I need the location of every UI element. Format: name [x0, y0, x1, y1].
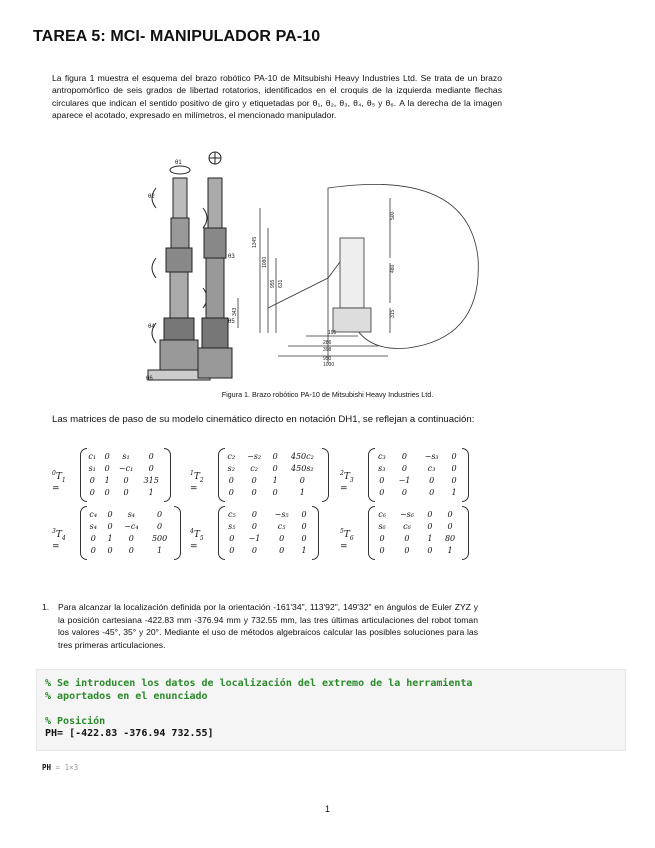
- matrix-cell: 0: [379, 545, 385, 555]
- matrix-label: $^5T_6$ =: [340, 528, 354, 552]
- matrix-cell: s₄: [89, 521, 97, 531]
- matrix-row: [222, 544, 312, 556]
- code-statement-line[interactable]: PH= [-422.83 -376.94 732.55]: [45, 728, 214, 739]
- matrices-intro: Las matrices de paso de su modelo cinemático directo en notación DH1, se reflejan a continuación:: [52, 414, 475, 425]
- matrix-cell: 0: [301, 509, 307, 519]
- intro-paragraph: La figura 1 muestra el esquema del brazo robótico PA-10 de Mitsubishi Heavy Industries Ltd. Se trata de un brazo antropomórfico de seis grados de libertad rotatorios, identificados en el croquis de la izquierda mediante flechas circulares que indican el sentido positivo de giro y etiquetadas por θ₁, θ₂, θ₃, θ₄, θ₅ y θ₆. A la derecha de la imagen aparece el acotado, expresado en milímetros, el mencionado manipulador.: [52, 73, 502, 121]
- matrix-cell: 0: [379, 533, 385, 543]
- matrix-cell: 0: [107, 521, 113, 531]
- output-value: 1×3: [64, 763, 79, 772]
- matrix-cell: c₃: [377, 451, 386, 461]
- matrix-cell: 500: [151, 533, 168, 543]
- matrix-bracket-right: [462, 506, 469, 560]
- matrix-cell: 315: [143, 475, 159, 485]
- code-comment-line[interactable]: % Se introducen los datos de localización del extremo de la herramienta: [45, 678, 473, 689]
- matrix-row: [372, 508, 462, 520]
- matrix-cell: 0: [107, 545, 113, 555]
- matrix-label: $^4T_5$ =: [190, 528, 204, 552]
- matrix-row: [222, 486, 322, 498]
- dim-195: 195: [328, 330, 337, 336]
- matrix-cell: c₅: [277, 521, 286, 531]
- matrix-row: [84, 474, 164, 486]
- joint-label-3: θ3: [228, 254, 235, 260]
- matrix-table: [84, 450, 164, 498]
- matrix-label: $^2T_3$ =: [340, 470, 354, 494]
- matrix-cell: 0: [90, 545, 96, 555]
- dim-286: 286: [323, 340, 332, 346]
- matrix-cell: 0: [401, 487, 407, 497]
- matrix-label: $^3T_4$ =: [52, 528, 66, 552]
- matrix-cell: s₁: [88, 463, 96, 473]
- matrix-row: [84, 462, 164, 474]
- matrix-cell: 0: [272, 451, 278, 461]
- matrix-row: [84, 544, 174, 556]
- matrix-cell: 0: [429, 475, 435, 485]
- matrix-row: [222, 474, 322, 486]
- matrix-cell: 0: [107, 509, 113, 519]
- dim-1080: 1080: [262, 256, 268, 268]
- dim-398: 398: [323, 347, 332, 353]
- matrix-cell: 0: [104, 451, 110, 461]
- matrix-label: $^1T_2$ =: [190, 470, 204, 494]
- dim-631: 631: [278, 279, 284, 288]
- matrix-cell: 0: [148, 451, 154, 461]
- matrix-cell: 1: [427, 533, 433, 543]
- workspace-drawing: [238, 184, 478, 363]
- dim-500: 500: [390, 211, 396, 220]
- code-comment-line[interactable]: % aportados en el enunciado: [45, 690, 208, 702]
- matrix-cell: 0: [148, 463, 154, 473]
- matrix-cell: 0: [379, 475, 385, 485]
- matrix-cell: 0: [447, 509, 453, 519]
- matrix-cell: c₆: [378, 509, 386, 519]
- page-number: 1: [324, 804, 330, 814]
- matrix-label: $^0T_1$ =: [52, 470, 66, 494]
- joint-label-5: θ5: [228, 319, 235, 325]
- matrix-cell: 0: [123, 487, 129, 497]
- robot-sketch-middle: [198, 152, 232, 378]
- matrix-cell: 1: [157, 545, 163, 555]
- matrix-cell: 0: [379, 487, 385, 497]
- matrix-cell: 0: [89, 487, 95, 497]
- matrix-cell: c₃: [427, 463, 436, 473]
- matrix-bracket-right: [322, 448, 329, 502]
- matrix-cell: 0: [228, 487, 234, 497]
- matrix-cell: 0: [89, 475, 95, 485]
- matrix-row: [372, 544, 462, 556]
- matrix-cell: 0: [301, 521, 307, 531]
- matrix-cell: −1: [398, 475, 411, 485]
- dim-950: 950: [323, 356, 332, 362]
- figure-caption: Figura 1. Brazo robótico PA-10 de Mitsubishi Heavy Industries Ltd.: [221, 390, 434, 399]
- matrix-cell: 450c₂: [290, 451, 314, 461]
- matrix-table: [372, 450, 462, 498]
- matrix-cell: 0: [427, 545, 433, 555]
- matrix-cell: 0: [451, 463, 457, 473]
- matrix-cell: 0: [279, 533, 285, 543]
- matrix-cell: 0: [301, 533, 307, 543]
- matrix-cell: 0: [429, 487, 435, 497]
- matrix-row: [222, 450, 322, 462]
- matrix-cell: 0: [272, 487, 278, 497]
- matrix-cell: c₆: [403, 521, 411, 531]
- joint-label-2: θ2: [148, 194, 155, 200]
- matrix-cell: −c₁: [118, 463, 134, 473]
- matrix-cell: 0: [447, 521, 453, 531]
- matrix-cell: s₁: [122, 451, 130, 461]
- matrix-cell: s₂: [227, 463, 235, 473]
- matrix-cell: 0: [401, 451, 407, 461]
- matrix-cell: −s₅: [274, 509, 289, 519]
- matrix-cell: 0: [123, 475, 129, 485]
- matrix-cell: 0: [128, 545, 134, 555]
- matrix-table: [372, 508, 462, 556]
- matrix-cell: s₃: [378, 463, 386, 473]
- matrix-table: [222, 508, 312, 556]
- matrix-bracket-right: [174, 506, 181, 560]
- dim-480: 480: [390, 264, 396, 273]
- matrix-bracket-right: [462, 448, 469, 502]
- matrix-cell: 0: [427, 509, 433, 519]
- matrix-cell: 0: [299, 475, 305, 485]
- matrix-cell: 0: [157, 521, 163, 531]
- matrix-cell: 1: [272, 475, 278, 485]
- matrix-cell: c₂: [227, 451, 236, 461]
- matrix-cell: 0: [104, 463, 110, 473]
- matrix-cell: 1: [104, 475, 110, 485]
- dim-1345: 1345: [252, 236, 258, 248]
- matrix-row: [84, 532, 174, 544]
- page-title: TAREA 5: MCI- MANIPULADOR PA-10: [33, 28, 321, 45]
- dim-315: 315: [390, 309, 396, 318]
- robot-figure: [128, 148, 498, 388]
- matrix-row: [84, 508, 174, 520]
- matrix-row: [222, 462, 322, 474]
- matrix-row: [372, 486, 462, 498]
- matrix-row: [84, 450, 164, 462]
- matrix-cell: c₅: [227, 509, 236, 519]
- matrix-cell: 0: [251, 487, 257, 497]
- matrix-row: [84, 486, 164, 498]
- matrix-cell: 0: [90, 533, 96, 543]
- matrix-cell: 1: [451, 487, 457, 497]
- matrix-cell: 0: [157, 509, 163, 519]
- question-number: 1.: [42, 602, 50, 612]
- matrix-row: [222, 508, 312, 520]
- matrix-row: [372, 474, 462, 486]
- matrix-table: [84, 508, 174, 556]
- matrix-cell: −c₄: [124, 521, 139, 531]
- code-block[interactable]: [36, 669, 626, 751]
- matrix-cell: −s₂: [247, 451, 262, 461]
- matrix-cell: c₄: [89, 509, 98, 519]
- matrix-cell: 450s₂: [291, 463, 314, 473]
- matrix-row: [372, 532, 462, 544]
- matrix-cell: 1: [148, 487, 154, 497]
- matrix-cell: 0: [228, 475, 234, 485]
- matrix-cell: 0: [128, 533, 134, 543]
- dim-1000: 1000: [323, 362, 335, 368]
- matrix-cell: 0: [229, 545, 235, 555]
- matrix-cell: s₄: [127, 509, 135, 519]
- matrix-cell: 0: [251, 521, 257, 531]
- matrix-cell: c₂: [250, 463, 258, 473]
- dim-343: 343: [232, 307, 238, 316]
- matrix-cell: 1: [107, 533, 113, 543]
- joint-label-6: θ6: [146, 376, 153, 382]
- matrix-cell: 0: [251, 545, 257, 555]
- matrix-cell: 1: [447, 545, 453, 555]
- matrix-cell: 0: [427, 521, 433, 531]
- matrix-table: [222, 450, 322, 498]
- matrix-cell: 0: [229, 533, 235, 543]
- dimension-labels: [232, 211, 396, 368]
- command-output: [42, 763, 78, 772]
- matrix-cell: 80: [444, 533, 456, 543]
- matrix-bracket-right: [312, 506, 319, 560]
- dim-955: 955: [270, 279, 276, 288]
- matrix-cell: −s₃: [424, 451, 439, 461]
- question-text: Para alcanzar la localización definida por la orientación -161'34", 113'92", 149'32" en ángulos de Euler ZYZ y la posición cartesiana -422.83 mm -376.94 mm y 732.55 mm, las tres últimas articulaciones del robot toman los valores -45°, 35° y 20°. Mediante el uso de métodos algebraicos calcular las posibles soluciones para las tres primeras articulaciones.: [58, 602, 478, 650]
- matrix-row: [222, 532, 312, 544]
- code-comment-line[interactable]: % Posición: [45, 715, 106, 727]
- matrix-cell: 0: [401, 463, 407, 473]
- matrix-cell: −s₆: [399, 509, 414, 519]
- matrix-cell: 0: [272, 463, 278, 473]
- matrix-cell: s₅: [228, 521, 236, 531]
- matrix-cell: 0: [104, 487, 110, 497]
- matrix-cell: s₆: [378, 521, 386, 531]
- matrix-row: [372, 450, 462, 462]
- matrix-row: [372, 520, 462, 532]
- output-var: PH: [42, 763, 52, 772]
- output-eq: =: [51, 763, 65, 772]
- matrix-cell: −1: [248, 533, 261, 543]
- matrix-cell: 1: [301, 545, 307, 555]
- matrix-cell: 0: [404, 545, 410, 555]
- matrix-cell: 0: [251, 475, 257, 485]
- joint-label-1: θ1: [175, 160, 182, 166]
- matrix-bracket-right: [164, 448, 171, 502]
- matrix-cell: c₁: [88, 451, 97, 461]
- matrix-cell: 0: [279, 545, 285, 555]
- matrix-cell: 1: [299, 487, 305, 497]
- matrix-row: [372, 462, 462, 474]
- matrix-row: [84, 520, 174, 532]
- matrix-row: [222, 520, 312, 532]
- matrix-cell: 0: [251, 509, 257, 519]
- matrix-cell: 0: [451, 475, 457, 485]
- matrix-cell: 0: [451, 451, 457, 461]
- joint-label-4: θ4: [148, 324, 155, 330]
- matrix-cell: 0: [404, 533, 410, 543]
